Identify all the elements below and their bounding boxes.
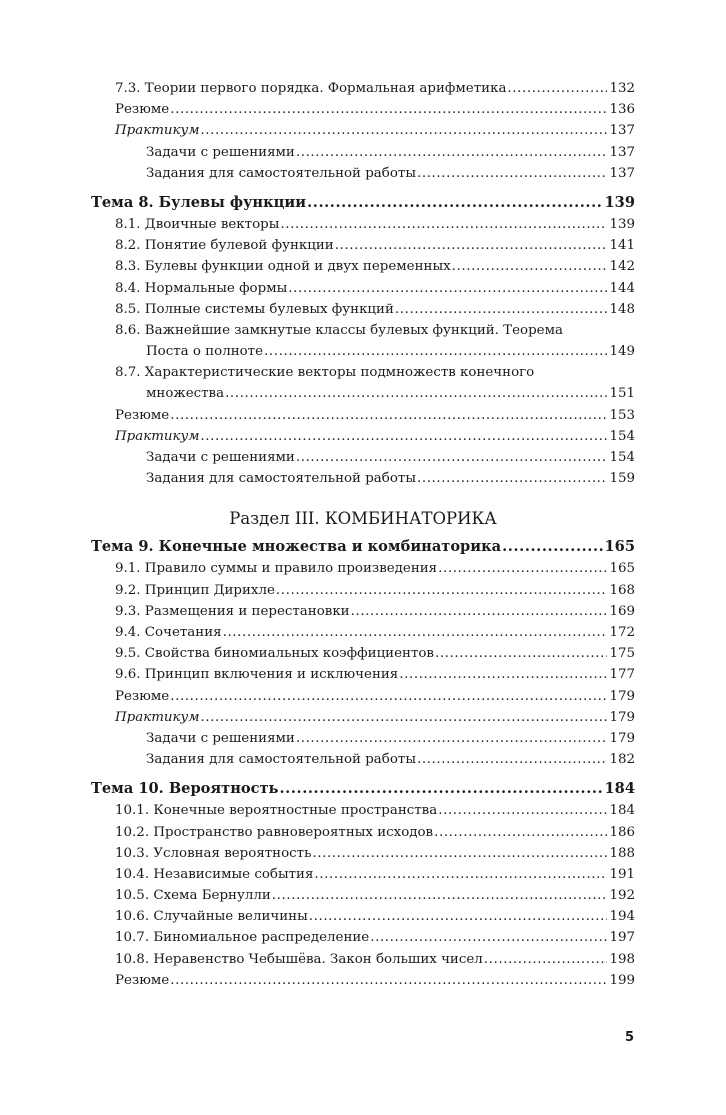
toc-entry[interactable]	[91, 99, 635, 120]
dot-leader	[417, 749, 607, 770]
toc-block-topic7-tail	[91, 78, 635, 184]
toc-entry-title: 10.5. Схема Бернулли	[115, 888, 271, 904]
toc-entry-page: 137	[609, 165, 635, 181]
toc-entry-title: Задания для самостоятельной работы	[146, 752, 416, 768]
toc-entry-title: 9.4. Сочетания	[115, 625, 222, 640]
dot-leader	[438, 800, 607, 821]
toc-entry[interactable]	[91, 214, 635, 235]
dot-leader	[170, 970, 607, 991]
toc-entry-page: 182	[609, 752, 635, 768]
topic-heading[interactable]	[91, 777, 635, 800]
topic-page: 184	[604, 780, 635, 798]
toc-entry-page: 179	[609, 730, 635, 746]
dot-leader	[279, 777, 602, 800]
dot-leader	[280, 214, 607, 235]
toc-entry[interactable]	[91, 299, 635, 320]
dot-leader	[296, 142, 608, 163]
dot-leader	[170, 99, 607, 120]
toc-entry-title: Практикум	[115, 428, 200, 444]
dot-leader	[417, 163, 607, 184]
table-of-contents	[91, 78, 635, 991]
section-title: Раздел III. КОМБИНАТОРИКА	[229, 509, 497, 529]
topic-page: 139	[604, 193, 635, 211]
toc-block-topic8-a	[91, 214, 635, 320]
toc-entry-continuation	[115, 383, 635, 404]
toc-entry-title: Резюме	[115, 407, 170, 423]
toc-entry-title: 9.5. Свойства биномиальных коэффициентов	[115, 646, 434, 662]
toc-entry-title: 8.6. Важнейшие замкнутые классы булевых функций. Теорема	[115, 322, 563, 338]
toc-entry-page: 149	[609, 344, 635, 360]
toc-entry-page: 179	[609, 709, 635, 725]
toc-entry-page: 132	[609, 81, 635, 96]
dot-leader	[296, 728, 608, 749]
toc-entry-title: 8.7. Характеристические векторы подмножеств конечного	[115, 365, 535, 381]
toc-entry-title: 7.3. Теории первого порядка. Формальная арифметика	[115, 81, 507, 96]
toc-entry[interactable]	[91, 622, 635, 643]
dot-leader	[395, 299, 608, 320]
toc-entry-title: 10.3. Условная вероятность	[115, 845, 312, 861]
toc-entry[interactable]	[91, 468, 635, 489]
toc-entry[interactable]	[91, 447, 635, 468]
toc-entry-page: 142	[609, 259, 635, 275]
dot-leader	[170, 686, 607, 707]
toc-entry-title: Резюме	[115, 102, 170, 118]
toc-entry-title: 10.2. Пространство равновероятных исходов	[115, 824, 434, 840]
toc-block-topic10	[91, 800, 635, 991]
toc-entry[interactable]	[91, 320, 635, 362]
toc-entry-page: 188	[609, 845, 635, 861]
toc-entry-page: 144	[609, 280, 635, 296]
dot-leader	[314, 864, 607, 885]
topic-heading[interactable]	[91, 191, 635, 214]
topic-title: Тема 9. Конечные множества и комбинаторика	[91, 538, 502, 556]
toc-entry[interactable]	[91, 601, 635, 622]
toc-block-topic8-b	[91, 405, 635, 490]
toc-entry[interactable]	[91, 707, 635, 728]
toc-entry[interactable]	[91, 686, 635, 707]
toc-entry[interactable]	[91, 728, 635, 749]
toc-entry-title: 10.4. Независимые события	[115, 866, 314, 882]
toc-entry[interactable]	[91, 120, 635, 141]
toc-entry-page: 199	[609, 972, 635, 988]
dot-leader	[507, 78, 607, 99]
toc-entry[interactable]	[91, 800, 635, 821]
toc-entry-page: 172	[609, 625, 635, 640]
toc-entry-title: Практикум	[115, 709, 200, 725]
toc-entry[interactable]	[91, 843, 635, 864]
dot-leader	[296, 447, 608, 468]
page-number: 5	[624, 1030, 634, 1045]
dot-leader	[276, 580, 608, 601]
toc-entry-page: 154	[609, 428, 635, 444]
dot-leader	[200, 426, 607, 447]
dot-leader	[307, 191, 602, 214]
toc-entry[interactable]	[91, 163, 635, 184]
dot-leader	[309, 906, 608, 927]
dot-leader	[335, 235, 608, 256]
toc-entry-title: 8.2. Понятие булевой функции	[115, 238, 334, 254]
dot-leader	[399, 664, 607, 685]
dot-leader	[417, 468, 607, 489]
toc-entry[interactable]	[91, 906, 635, 927]
topic-title: Тема 10. Вероятность	[91, 780, 279, 798]
toc-entry-title: 10.7. Биномиальное распределение	[115, 930, 370, 946]
dot-leader	[312, 843, 607, 864]
dot-leader	[170, 405, 607, 426]
toc-entry[interactable]	[91, 362, 635, 404]
toc-entry-page: 184	[609, 803, 635, 819]
toc-entry-page: 153	[609, 407, 635, 423]
toc-entry-title: Задания для самостоятельной работы	[146, 165, 416, 181]
toc-entry[interactable]	[91, 885, 635, 906]
toc-entry-page: 198	[609, 951, 635, 967]
dot-leader	[264, 341, 608, 362]
dot-leader	[435, 643, 607, 664]
dot-leader	[223, 622, 608, 643]
toc-entry[interactable]	[91, 643, 635, 664]
dot-leader	[200, 707, 607, 728]
toc-entry[interactable]	[91, 278, 635, 299]
toc-entry[interactable]	[91, 664, 635, 685]
toc-entry-page: 191	[609, 866, 635, 882]
dot-leader	[351, 601, 608, 622]
toc-entry-page: 136	[609, 102, 635, 118]
toc-entry-continuation	[115, 341, 635, 362]
toc-entry-title: 10.6. Случайные величины	[115, 909, 308, 925]
dot-leader	[502, 535, 602, 558]
toc-entry-title: Задачи с решениями	[146, 144, 295, 160]
toc-entry-title: Задачи с решениями	[146, 450, 295, 466]
dot-leader	[272, 885, 608, 906]
toc-entry-page: 137	[609, 123, 635, 139]
toc-entry-page: 139	[609, 216, 635, 232]
dot-leader	[288, 278, 607, 299]
toc-entry-page: 137	[609, 144, 635, 160]
toc-entry-title: 9.3. Размещения и перестановки	[115, 603, 350, 619]
toc-entry-page: 177	[609, 667, 635, 683]
toc-block-topic9	[91, 558, 635, 770]
toc-entry[interactable]	[91, 927, 635, 948]
toc-entry[interactable]	[91, 78, 635, 99]
dot-leader	[452, 256, 608, 277]
toc-entry[interactable]	[91, 426, 635, 447]
toc-entry[interactable]	[91, 256, 635, 277]
dot-leader	[484, 949, 608, 970]
toc-entry-title: 10.8. Неравенство Чебышёва. Закон больших чисел	[115, 951, 483, 967]
toc-entry[interactable]	[91, 749, 635, 770]
toc-entry-page: 179	[609, 688, 635, 704]
toc-entry-title: 8.1. Двоичные векторы	[115, 216, 280, 232]
toc-entry-title: 8.3. Булевы функции одной и двух переменных	[115, 259, 451, 275]
toc-entry[interactable]	[91, 405, 635, 426]
toc-entry-title: 8.5. Полные системы булевых функций	[115, 301, 394, 317]
dot-leader	[225, 383, 608, 404]
toc-entry-page: 165	[609, 561, 635, 577]
toc-entry-page: 141	[609, 238, 635, 254]
toc-entry[interactable]	[91, 822, 635, 843]
dot-leader	[200, 120, 607, 141]
dot-leader	[434, 822, 607, 843]
toc-entry-page: 151	[609, 386, 635, 402]
toc-entry[interactable]	[91, 949, 635, 970]
toc-entry-page: 168	[609, 582, 635, 598]
toc-entry-page: 197	[609, 930, 635, 946]
toc-entry-title: Задачи с решениями	[146, 730, 295, 746]
toc-entry-page: 175	[609, 646, 635, 662]
toc-entry-title-continued: Поста о полноте	[146, 344, 264, 360]
toc-entry-page: 192	[609, 888, 635, 904]
dot-leader	[438, 558, 607, 579]
toc-entry[interactable]	[91, 970, 635, 991]
dot-leader	[370, 927, 607, 948]
toc-block-topic8-multi	[91, 320, 635, 405]
toc-entry-page: 154	[609, 450, 635, 466]
topic-title: Тема 8. Булевы функции	[91, 193, 307, 211]
topic-page: 165	[604, 538, 635, 556]
toc-entry[interactable]	[91, 142, 635, 163]
toc-entry-title: 9.2. Принцип Дирихле	[115, 582, 275, 598]
toc-entry-title: Резюме	[115, 688, 170, 704]
toc-entry-page: 186	[609, 824, 635, 840]
toc-entry[interactable]	[91, 235, 635, 256]
toc-entry-title: 10.1. Конечные вероятностные пространства	[115, 803, 438, 819]
topic-heading[interactable]	[91, 535, 635, 558]
toc-entry-page: 159	[609, 471, 635, 487]
toc-entry-title: Задания для самостоятельной работы	[146, 471, 416, 487]
toc-entry-page: 169	[609, 603, 635, 619]
toc-entry-title: 8.4. Нормальные формы	[115, 280, 288, 296]
toc-entry-title: 9.6. Принцип включения и исключения	[115, 667, 399, 683]
toc-entry[interactable]	[91, 558, 635, 579]
toc-entry-title-continued: множества	[146, 386, 225, 402]
toc-entry-page: 194	[609, 909, 635, 925]
toc-entry-title: Практикум	[115, 123, 200, 139]
toc-entry[interactable]	[91, 864, 635, 885]
toc-entry[interactable]	[91, 580, 635, 601]
toc-entry-title: Резюме	[115, 972, 170, 988]
toc-entry-page: 148	[609, 301, 635, 317]
toc-entry-title: 9.1. Правило суммы и правило произведения	[115, 561, 438, 577]
